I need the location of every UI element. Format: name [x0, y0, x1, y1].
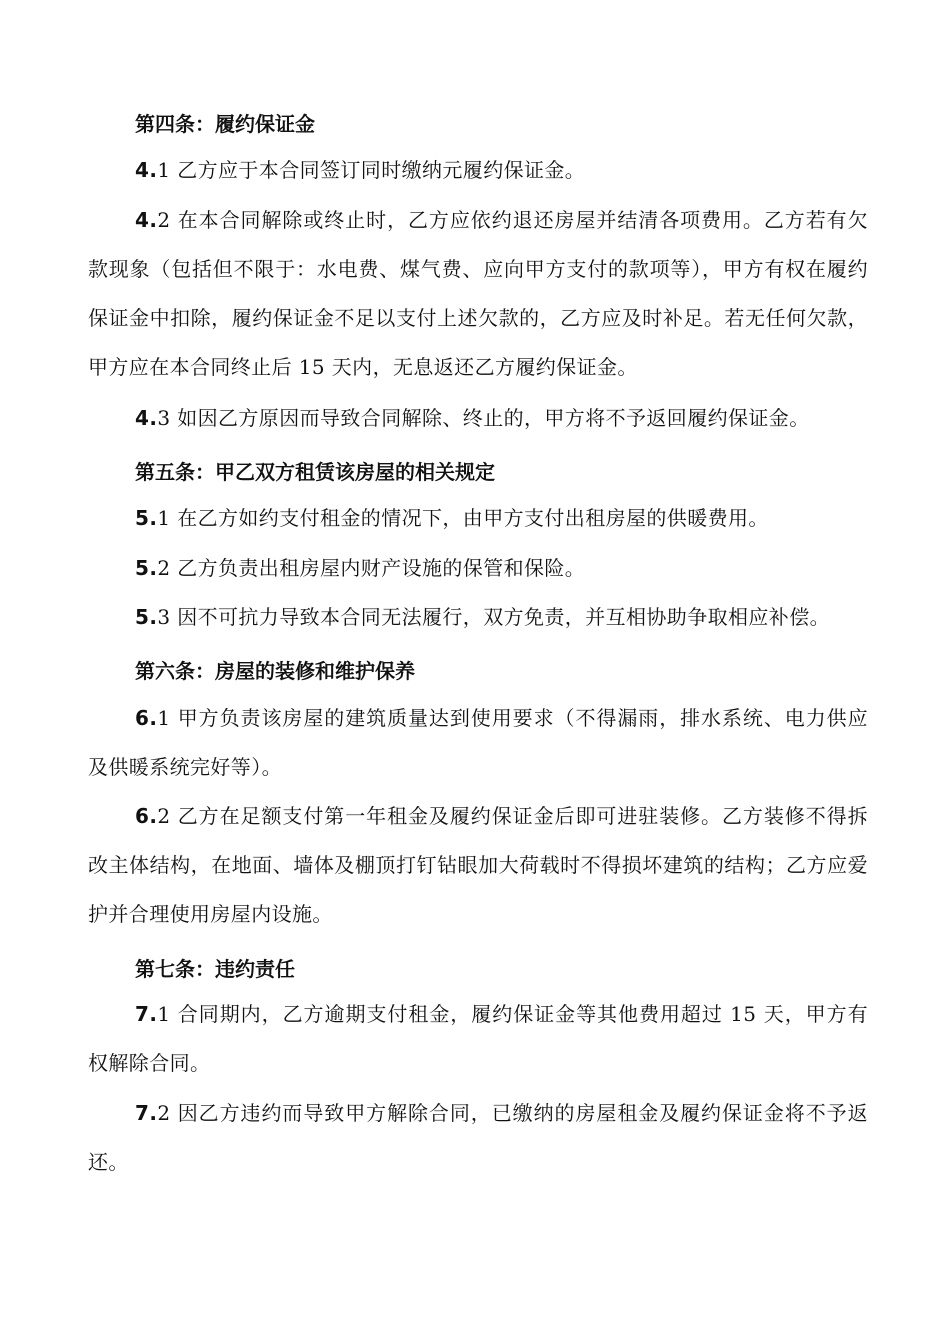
clause-text: 1 在乙方如约支付租金的情况下，由甲方支付出租房屋的供暖费用。 [157, 506, 769, 530]
article-5-heading: 第五条：甲乙双方租赁该房屋的相关规定 [135, 460, 495, 484]
clause-5-3 [88, 593, 868, 642]
article-7-heading: 第七条：违约责任 [135, 957, 295, 981]
clause-6-2 [88, 792, 868, 939]
clause-number: 5. [135, 506, 158, 530]
clause-5-1 [88, 494, 868, 543]
clause-7-1 [88, 990, 868, 1088]
clause-text: 3 因不可抗力导致本合同无法履行，双方免责，并互相协助争取相应补偿。 [157, 605, 831, 629]
clause-4-3 [88, 394, 868, 443]
clause-number: 4. [135, 208, 158, 232]
clause-number: 7. [135, 1002, 158, 1026]
clause-4-2 [88, 196, 868, 392]
clause-number: 6. [135, 804, 158, 828]
clause-text: 2 因乙方违约而导致甲方解除合同，已缴纳的房屋租金及履约保证金将不予返还。 [88, 1101, 868, 1174]
clause-text: 3 如因乙方原因而导致合同解除、终止的，甲方将不予返回履约保证金。 [157, 406, 810, 430]
clause-text: 2 乙方负责出租房屋内财产设施的保管和保险。 [157, 556, 586, 580]
clause-number: 4. [135, 406, 158, 430]
clause-text: 1 甲方负责该房屋的建筑质量达到使用要求（不得漏雨，排水系统、电力供应及供暖系统完好等）。 [88, 706, 868, 779]
clause-4-1 [88, 146, 868, 195]
clause-number: 5. [135, 605, 158, 629]
clause-7-2 [88, 1089, 868, 1187]
clause-number: 7. [135, 1101, 158, 1125]
clause-6-1 [88, 694, 868, 792]
article-6-heading: 第六条：房屋的装修和维护保养 [135, 659, 415, 683]
article-4-heading: 第四条：履约保证金 [135, 112, 315, 136]
clause-text: 1 乙方应于本合同签订同时缴纳元履约保证金。 [157, 158, 586, 182]
clause-text: 2 在本合同解除或终止时，乙方应依约退还房屋并结清各项费用。乙方若有欠款现象（包括但不限于：水电费、煤气费、应向甲方支付的款项等），甲方有权在履约保证金中扣除，履约保证金不足以支付上述欠款的，乙方应及时补足。若无任何欠款，甲方应在本合同终止后 15 天内，无息返还乙方履约保证金。 [88, 208, 868, 379]
clause-number: 6. [135, 706, 158, 730]
clause-number: 5. [135, 556, 158, 580]
clause-text: 1 合同期内，乙方逾期支付租金，履约保证金等其他费用超过 15 天，甲方有权解除合同。 [88, 1002, 868, 1075]
clause-5-2 [88, 544, 868, 593]
clause-number: 4. [135, 158, 158, 182]
clause-text: 2 乙方在足额支付第一年租金及履约保证金后即可进驻装修。乙方装修不得拆改主体结构，在地面、墙体及棚顶打钉钻眼加大荷载时不得损坏建筑的结构；乙方应爱护并合理使用房屋内设施。 [88, 804, 868, 926]
